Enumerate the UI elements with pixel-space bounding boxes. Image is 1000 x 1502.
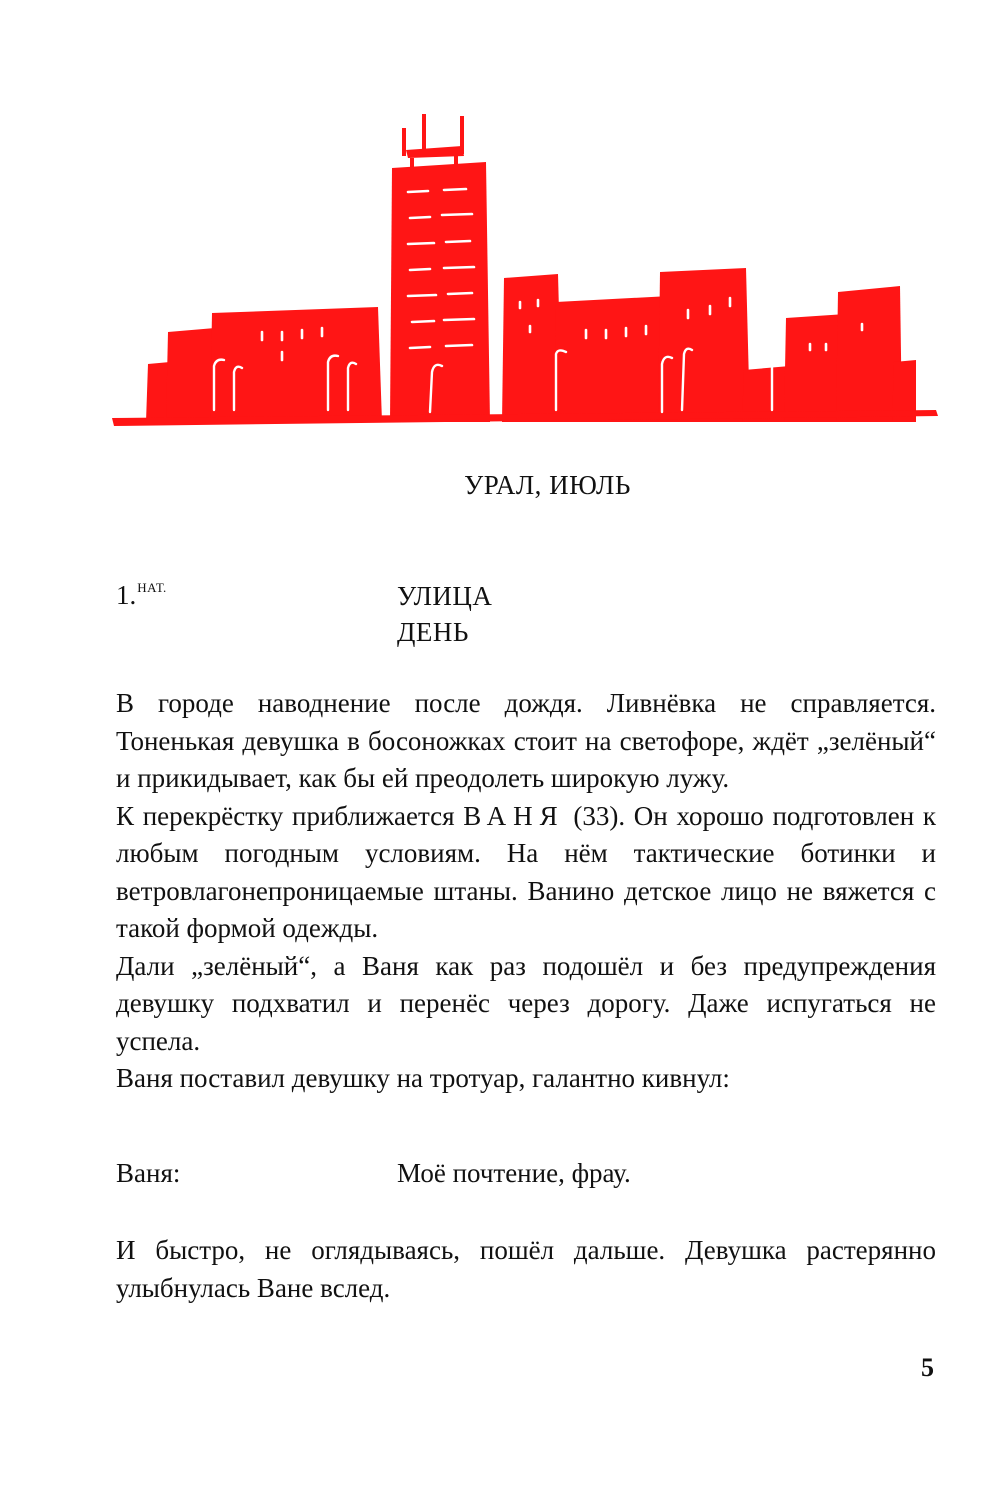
city-skyline-illustration [110,100,940,435]
action-paragraph: И быстро, не оглядываясь, пошёл дальше. Девушка растерянно улыбнулась Ване вслед. [116,1235,936,1303]
page-number: 5 [921,1353,934,1382]
action-block-1 [116,685,936,1098]
action-block-2 [116,1232,936,1307]
city-skyline-icon [112,114,938,426]
scene-number [116,580,167,611]
scene-heading [397,578,492,650]
dialogue-line: Моё почтение, фрау. [397,1158,631,1188]
scene-tag: НАТ. [137,580,167,595]
scene-time: ДЕНЬ [397,617,469,647]
action-paragraph: К перекрёстку приближается ВАНЯ (33). Он хорошо подготовлен к любым погодным условиям. На нём тактические ботинки и ветровлагонепроницаемые штаны. Ванино детское лицо не вяжется с такой формой одежды. [116,800,936,943]
scene-location: УЛИЦА [397,581,493,611]
chapter-heading: УРАЛ, ИЮЛЬ [464,470,631,500]
scene-number-value: 1. [116,580,137,610]
action-paragraph: Ваня поставил девушку на тротуар, галантно кивнул: [116,1063,730,1093]
dialogue-character: Ваня: [116,1158,181,1188]
action-paragraph: В городе наводнение после дождя. Ливнёвка не справляется. Тоненькая девушка в босоножках стоит на светофоре, ждёт „зелёный“ и прикидывает, как бы ей преодолеть широкую лужу. [116,688,936,793]
action-paragraph: Дали „зелёный“, а Ваня как раз подошёл и без предупреждения девушку подхватил и перенёс через дорогу. Даже испугаться не успела. [116,950,936,1056]
character-intro-name: ВАНЯ [463,800,565,831]
